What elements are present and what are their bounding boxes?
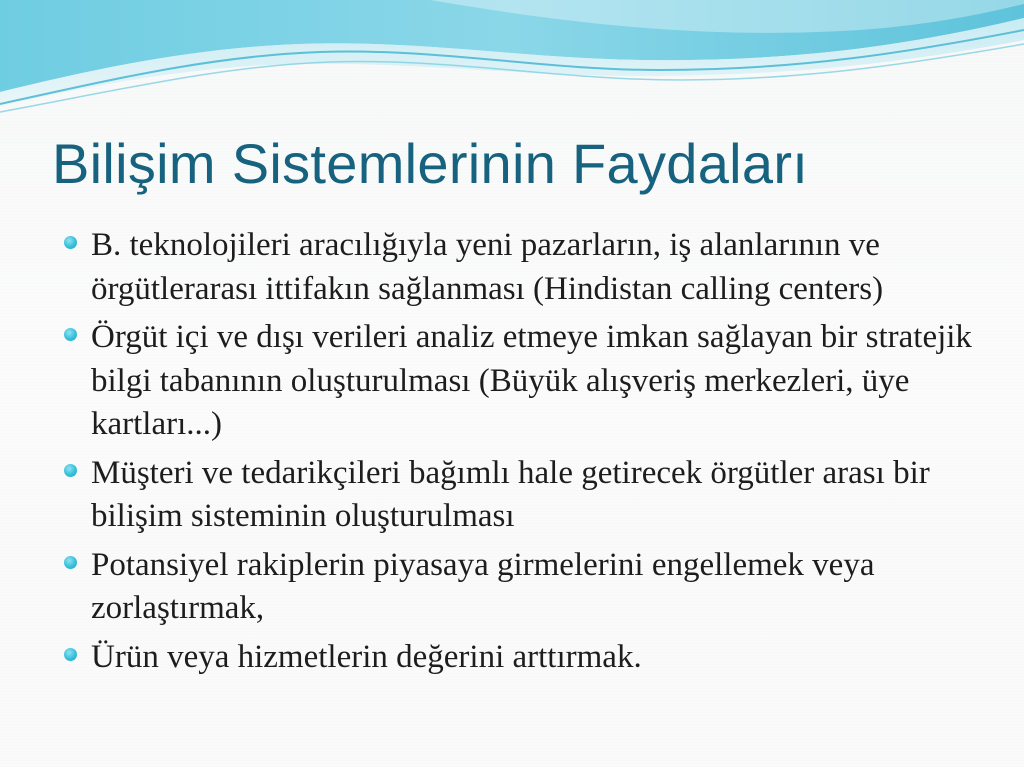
bullet-text: Örgüt içi ve dışı verileri analiz etmeye imkan sağlayan bir stratejik bilgi tabanının oluşturulması (Büyük alışveriş merkezleri, üye kartları...): [91, 319, 972, 442]
header-wave-decoration: [0, 0, 1024, 115]
bullet-text: B. teknolojileri aracılığıyla yeni pazarların, iş alanlarının ve örgütlerarası ittifakın sağlanması (Hindistan calling centers): [91, 227, 884, 307]
bullet-item-5: [60, 636, 990, 680]
bullet-text: Müşteri ve tedarikçileri bağımlı hale getirecek örgütler arası bir bilişim sisteminin oluşturulması: [91, 454, 930, 534]
bullet-dot-icon: [64, 464, 77, 477]
bullet-item-4: [60, 544, 990, 631]
bullet-dot-icon: [64, 328, 77, 341]
bullet-item-3: [60, 452, 990, 539]
slide-title: Bilişim Sistemlerinin Faydaları: [52, 132, 809, 195]
bullet-dot-icon: [64, 556, 77, 569]
bullet-text: Potansiyel rakiplerin piyasaya girmelerini engellemek veya zorlaştırmak,: [91, 546, 875, 626]
bullet-dot-icon: [64, 648, 77, 661]
bullet-dot-icon: [64, 236, 77, 249]
bullet-text: Ürün veya hizmetlerin değerini arttırmak.: [91, 638, 642, 675]
bullet-item-2: [60, 316, 990, 447]
bullet-item-1: [60, 224, 990, 311]
bullet-list: [60, 224, 990, 684]
